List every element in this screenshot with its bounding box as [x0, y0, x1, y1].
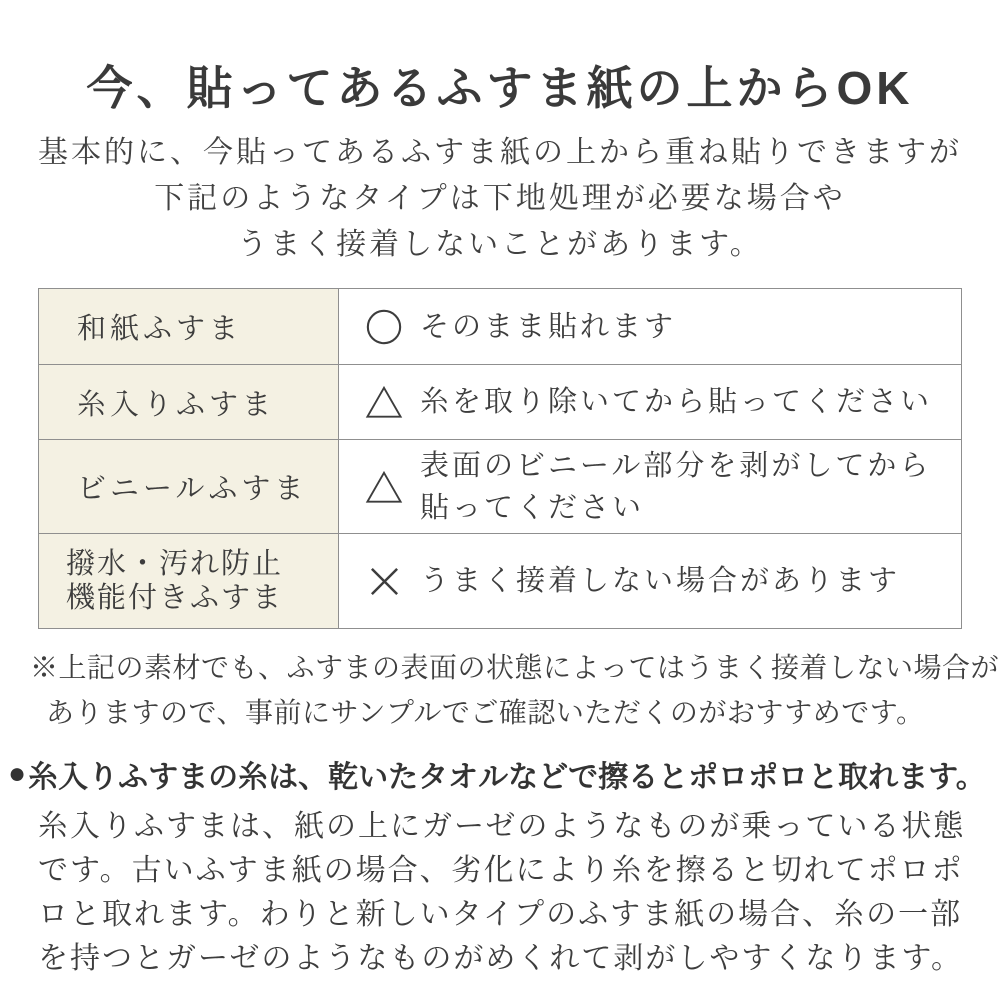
- note-line: ※上記の素材でも、ふすまの表面の状態によってはうまく接着しない場合が: [30, 652, 1000, 683]
- material-label-cell: [39, 365, 339, 439]
- caution-note: [0, 645, 1000, 735]
- table-row-vinyl-fusuma: [39, 440, 961, 534]
- body-line: を持つとガーゼのようなものがめくれて剥がしやすくなります。: [38, 942, 963, 975]
- intro-line: 下記のようなタイプは下地処理が必要な場合や: [154, 182, 846, 215]
- triangle-icon: [365, 384, 403, 420]
- material-label-cell: [39, 534, 339, 628]
- page-title: 今、貼ってあるふすま紙の上からOK: [86, 62, 914, 114]
- instruction-cell: [339, 289, 961, 364]
- instruction-line: そのまま貼れます: [420, 310, 677, 343]
- triangle-icon: [365, 469, 403, 505]
- instruction-line: 表面のビニール部分を剥がしてから: [420, 449, 932, 482]
- body-line: です。古いふすま紙の場合、劣化により糸を擦ると切れてポロポ: [38, 854, 964, 887]
- instruction-text: [420, 381, 932, 423]
- body-line: ロと取れます。わりと新しいタイプのふすま紙の場合、糸の一部: [38, 898, 963, 931]
- material-name: 撥水・汚れ防止: [66, 548, 284, 580]
- note-line: ありますので、事前にサンプルでご確認いただくのがおすすめです。: [46, 697, 925, 728]
- body-line: 糸入りふすまは、紙の上にガーゼのようなものが乗っている状態: [38, 810, 966, 843]
- material-label-cell: [39, 289, 339, 364]
- instruction-cell: [339, 365, 961, 439]
- material-name: 和紙ふすま: [77, 313, 243, 345]
- intro-paragraph: [0, 130, 1000, 268]
- instruction-line: 糸を取り除いてから貼ってください: [420, 386, 933, 418]
- instruction-text: [420, 306, 676, 348]
- instruction-text: [420, 560, 900, 602]
- instruction-line: うまく接着しない場合があります: [420, 565, 901, 597]
- intro-line: 基本的に、今貼ってあるふすま紙の上から重ね貼りできますが: [38, 136, 962, 169]
- material-compatibility-table: [38, 288, 962, 629]
- bullet-icon: ●: [8, 757, 27, 790]
- thread-section-heading: [8, 752, 986, 796]
- material-name: 糸入りふすま: [77, 388, 276, 421]
- table-row-washi-fusuma: [39, 289, 961, 365]
- circle-icon: [365, 308, 403, 346]
- instruction-line: 貼ってください: [420, 491, 645, 524]
- thread-section-body: [38, 805, 965, 981]
- table-row-itoiri-fusuma: [39, 365, 961, 440]
- instruction-text: [420, 445, 931, 529]
- material-label-cell: [39, 440, 339, 533]
- material-name: 機能付きふすま: [66, 582, 284, 614]
- cross-icon: [365, 565, 403, 598]
- table-row-water-repellent-fusuma: [39, 534, 961, 628]
- thread-heading-text: 糸入りふすまの糸は、乾いたタオルなどで擦るとポロポロと取れます。: [28, 761, 986, 794]
- instruction-cell: [339, 534, 961, 628]
- instruction-cell: [339, 440, 961, 533]
- material-name: ビニールふすま: [77, 473, 308, 505]
- intro-line: うまく接着しないことがあります。: [237, 228, 763, 261]
